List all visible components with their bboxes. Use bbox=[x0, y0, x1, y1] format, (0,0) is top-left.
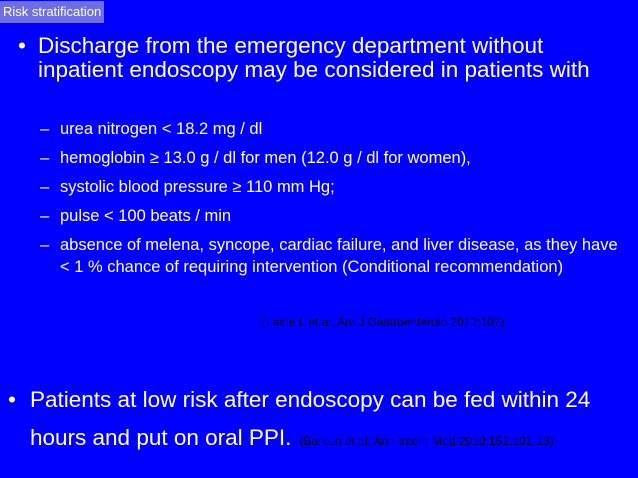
criteria-item bbox=[40, 147, 630, 169]
criteria-list bbox=[40, 118, 630, 278]
bottom-bullet-line-2 bbox=[8, 419, 633, 460]
dash-marker: – bbox=[40, 207, 50, 225]
criteria-item bbox=[40, 118, 630, 140]
bottom-bullet-line-1 bbox=[8, 381, 633, 419]
criteria-item bbox=[40, 205, 630, 227]
criteria-text: systolic blood pressure ≥ 110 mm Hg; bbox=[60, 178, 335, 196]
criteria-text: hemoglobin ≥ 13.0 g / dl for men (12.0 g / dl for women), bbox=[60, 149, 471, 167]
dash-marker: – bbox=[40, 120, 50, 138]
bottom-bullet bbox=[8, 381, 633, 460]
criteria-text: pulse < 100 beats / min bbox=[60, 207, 232, 225]
main-bullet-text: Discharge from the emergency department without inpatient endoscopy may be considered in patients with bbox=[38, 33, 590, 82]
criteria-text: urea nitrogen < 18.2 mg / dl bbox=[60, 120, 263, 138]
criteria-item bbox=[40, 234, 630, 278]
bullet-marker: • bbox=[18, 33, 26, 58]
criteria-text: absence of melena, syncope, cardiac failure, and liver disease, as they have < 1 % chance of requiring intervention (Conditional recommendation) bbox=[60, 236, 618, 276]
dash-marker: – bbox=[40, 236, 50, 254]
bullet-marker: • bbox=[8, 387, 16, 412]
criteria-item bbox=[40, 176, 630, 198]
bottom-bullet-text-2: hours and put on oral PPI. bbox=[30, 425, 292, 450]
slide-section-title: Risk stratification bbox=[0, 1, 104, 23]
dash-marker: – bbox=[40, 178, 50, 196]
main-bullet bbox=[18, 33, 618, 82]
citation-laine: (Laine L et.al, Am J Gastroenterolo 2012;107) bbox=[262, 315, 505, 329]
citation-barkun: (Barkun et al. Ann Intern Med 2010;152:101-13) bbox=[299, 434, 554, 448]
bottom-bullet-text-1: Patients at low risk after endoscopy can be fed within 24 bbox=[30, 387, 591, 412]
dash-marker: – bbox=[40, 149, 50, 167]
